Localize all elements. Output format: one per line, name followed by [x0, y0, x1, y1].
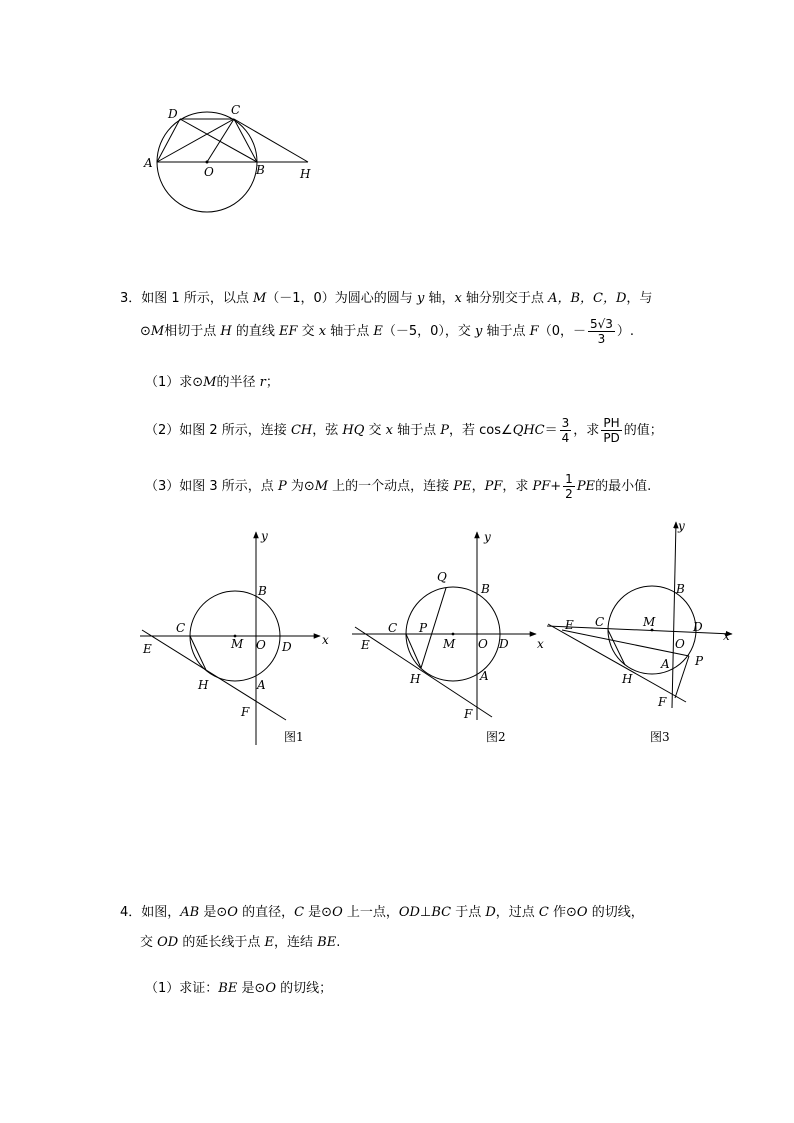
- q3-text: 轴于点: [326, 324, 374, 339]
- q3-var: E: [373, 324, 383, 339]
- q3-text: ，与: [626, 291, 653, 306]
- top-line-OC: [207, 119, 234, 162]
- q3-var: P: [277, 479, 287, 494]
- q3-text: 轴，: [424, 291, 455, 306]
- fig2-label-O: O: [478, 637, 488, 651]
- q4-text: 是⊙: [304, 905, 333, 920]
- q3-text: 如图 1 所示，以点: [141, 291, 253, 306]
- q3-var: EF: [278, 324, 298, 339]
- fig3-label-x: x: [723, 629, 730, 643]
- q4-var: BE: [317, 935, 337, 950]
- q4-text: 是⊙: [237, 981, 266, 996]
- q3-var: QHC: [512, 423, 545, 438]
- q3-number: 3．: [120, 291, 142, 306]
- q3-text: ，求: [573, 423, 600, 438]
- q3-var: PF: [484, 479, 503, 494]
- q3-var: A，B，C，D: [548, 291, 627, 306]
- fig2-label-P: P: [419, 621, 428, 635]
- fraction-denominator: PD: [603, 431, 620, 445]
- q3-text: ⊙: [140, 324, 151, 339]
- q4-text: 的切线；: [276, 981, 333, 996]
- q4-text: 交: [140, 935, 158, 950]
- fig3-label-O: O: [675, 637, 685, 651]
- q3-text: 轴分别交于点: [461, 291, 549, 306]
- q3-var: PE: [576, 479, 596, 494]
- fig1-label-E: E: [143, 642, 152, 656]
- three-figures: [0, 520, 794, 760]
- q3-var: M: [203, 375, 217, 390]
- q3-var: x: [318, 324, 327, 339]
- q3-var: F: [529, 324, 539, 339]
- q4-text: 的延长线于点: [178, 935, 265, 950]
- fig3-label-B: B: [676, 582, 685, 596]
- fig2-line-EF: [355, 627, 492, 717]
- q4-text: ，连结: [274, 935, 318, 950]
- q3-text: （－1，0）为圆心的圆与: [266, 291, 417, 306]
- fig2-label-C: C: [388, 621, 398, 635]
- q3-text: （1）求⊙: [145, 375, 204, 390]
- fig1-label-x: x: [322, 633, 329, 647]
- q3-part3: [145, 470, 651, 504]
- fig3-y-axis: [672, 522, 676, 708]
- q3-text: ，若 cos∠: [449, 423, 513, 438]
- q3-text: 的最小值.: [595, 479, 652, 494]
- q4-var: O: [265, 981, 277, 996]
- q4-text: 的切线，: [587, 905, 644, 920]
- q4-text: 的直径，: [237, 905, 295, 920]
- q3-text: 相切于点: [164, 324, 221, 339]
- fig3-label-A: A: [661, 657, 670, 671]
- top-label-C: C: [231, 103, 241, 117]
- q3-text: 轴于点: [393, 423, 441, 438]
- top-point-O: [206, 161, 209, 164]
- q4-var: C: [538, 905, 549, 920]
- fig1-label-H: H: [198, 678, 209, 692]
- q3-line2: [140, 315, 634, 349]
- q3-part1: [145, 374, 279, 392]
- fig2-caption: 图2: [486, 730, 506, 744]
- q4-var: BC: [431, 905, 452, 920]
- fig1-label-F: F: [241, 705, 250, 719]
- figure-1: [140, 529, 329, 745]
- fig3-label-D: D: [693, 620, 703, 634]
- q3-text: （－5，0），交: [382, 324, 476, 339]
- figure-2: [352, 530, 544, 744]
- q4-var: C: [294, 905, 305, 920]
- q3-text: 交: [297, 324, 319, 339]
- q3-var: HQ: [342, 423, 365, 438]
- q3-text: 的半径: [216, 375, 260, 390]
- fraction-denominator: 3: [597, 332, 606, 346]
- q4-line2: [140, 934, 340, 952]
- fraction-denominator: 2: [565, 487, 573, 501]
- fig1-label-A: A: [257, 678, 266, 692]
- top-label-O: O: [204, 165, 214, 179]
- q3-text: 的直线: [231, 324, 279, 339]
- q3-text: ，: [471, 479, 485, 494]
- q3-text: 上的一个动点，连接: [328, 479, 454, 494]
- q4-line1: [120, 904, 644, 922]
- fraction: [588, 317, 615, 346]
- top-label-A: A: [144, 156, 153, 170]
- fraction-numerator: 1: [565, 472, 573, 486]
- fig3-label-y: y: [678, 520, 685, 533]
- q3-text: ，求: [502, 479, 533, 494]
- q4-text: 作⊙: [548, 905, 577, 920]
- q4-var: OD: [398, 905, 420, 920]
- q3-text: 的值；: [623, 423, 663, 438]
- q4-var: O: [576, 905, 588, 920]
- figure-3: [547, 520, 732, 744]
- fig1-label-C: C: [176, 621, 186, 635]
- q3-text: ＝: [544, 423, 558, 438]
- fig1-label-D: D: [282, 640, 292, 654]
- q4-var: D: [485, 905, 496, 920]
- fig2-label-A: A: [480, 669, 489, 683]
- fig3-label-H: H: [622, 672, 633, 686]
- fig3-label-C: C: [595, 615, 605, 629]
- fig2-label-F: F: [464, 707, 473, 721]
- fig3-label-F: F: [658, 695, 667, 709]
- fig3-label-P: P: [695, 654, 704, 668]
- q4-text: .: [336, 935, 341, 950]
- q3-line1: [120, 290, 652, 308]
- fraction: [563, 472, 575, 501]
- top-circle-figure: [0, 0, 794, 250]
- q3-var: x: [454, 291, 462, 306]
- fig2-label-x: x: [537, 637, 544, 651]
- fig3-point-M: [651, 629, 654, 632]
- fraction-numerator: PH: [603, 416, 620, 430]
- q4-text: ⊥: [419, 905, 432, 920]
- q3-part2: [145, 414, 663, 448]
- q4-part1: [145, 980, 332, 998]
- fraction: [560, 416, 572, 445]
- fig2-label-E: E: [361, 638, 370, 652]
- fig1-label-M: M: [231, 637, 244, 651]
- fig1-label-O: O: [256, 638, 266, 652]
- q4-text: 上一点，: [342, 905, 399, 920]
- q4-var: E: [264, 935, 274, 950]
- q3-var: M: [314, 479, 329, 494]
- fig2-label-B: B: [481, 582, 490, 596]
- q3-var: y: [475, 324, 483, 339]
- q3-text: （2）如图 2 所示，连接: [145, 423, 291, 438]
- q4-var: OD: [157, 935, 179, 950]
- q3-var: y: [416, 291, 425, 306]
- q4-var: O: [227, 905, 238, 920]
- top-label-H: H: [300, 167, 311, 181]
- q4-var: BE: [218, 981, 238, 996]
- fig2-label-D: D: [499, 637, 509, 651]
- fig1-caption: 图1: [284, 730, 304, 744]
- q3-var: PE: [453, 479, 472, 494]
- fraction: [601, 416, 621, 445]
- top-label-D: D: [168, 107, 178, 121]
- q3-text: 轴于点: [482, 324, 530, 339]
- q3-var: P: [440, 423, 450, 438]
- fraction-denominator: 4: [561, 431, 570, 445]
- q3-var: PF+: [532, 479, 562, 494]
- q3-var: M: [252, 291, 267, 306]
- q3-text: （3）如图 3 所示，点: [145, 479, 278, 494]
- q3-var: CH: [290, 423, 313, 438]
- fig2-point-M: [452, 633, 455, 636]
- q3-text: （0，－: [538, 324, 586, 339]
- q3-text: ）.: [616, 324, 635, 339]
- q3-text: 交: [364, 423, 386, 438]
- q4-text: 于点: [451, 905, 486, 920]
- q3-text: ，弦: [312, 423, 343, 438]
- fig2-label-Q: Q: [437, 570, 447, 584]
- q4-var: O: [332, 905, 343, 920]
- fig1-label-y: y: [261, 529, 268, 543]
- q3-text: 为⊙: [286, 479, 315, 494]
- fig2-line-CH: [406, 634, 421, 668]
- fraction-numerator: 5√3: [589, 317, 613, 331]
- fig3-label-E: E: [565, 618, 574, 632]
- fig2-label-M: M: [443, 637, 456, 651]
- q4-text: 是⊙: [199, 905, 228, 920]
- fraction-numerator: 3: [561, 416, 570, 430]
- q3-var: r: [259, 375, 266, 390]
- q4-text: 如图，: [141, 905, 181, 920]
- fig3-label-M: M: [643, 615, 656, 629]
- q3-var: H: [220, 324, 232, 339]
- q4-var: AB: [180, 905, 200, 920]
- q4-text: （1）求证：: [145, 981, 219, 996]
- top-label-B: B: [256, 163, 265, 177]
- fig2-label-y: y: [484, 530, 491, 544]
- fig3-caption: 图3: [650, 730, 670, 744]
- q3-var: M: [150, 324, 165, 339]
- fig2-label-H: H: [410, 672, 421, 686]
- q4-text: ，过点: [495, 905, 539, 920]
- fig1-label-B: B: [258, 584, 267, 598]
- q3-text: ；: [265, 375, 279, 390]
- q3-var: x: [385, 423, 393, 438]
- q4-number: 4．: [120, 905, 142, 920]
